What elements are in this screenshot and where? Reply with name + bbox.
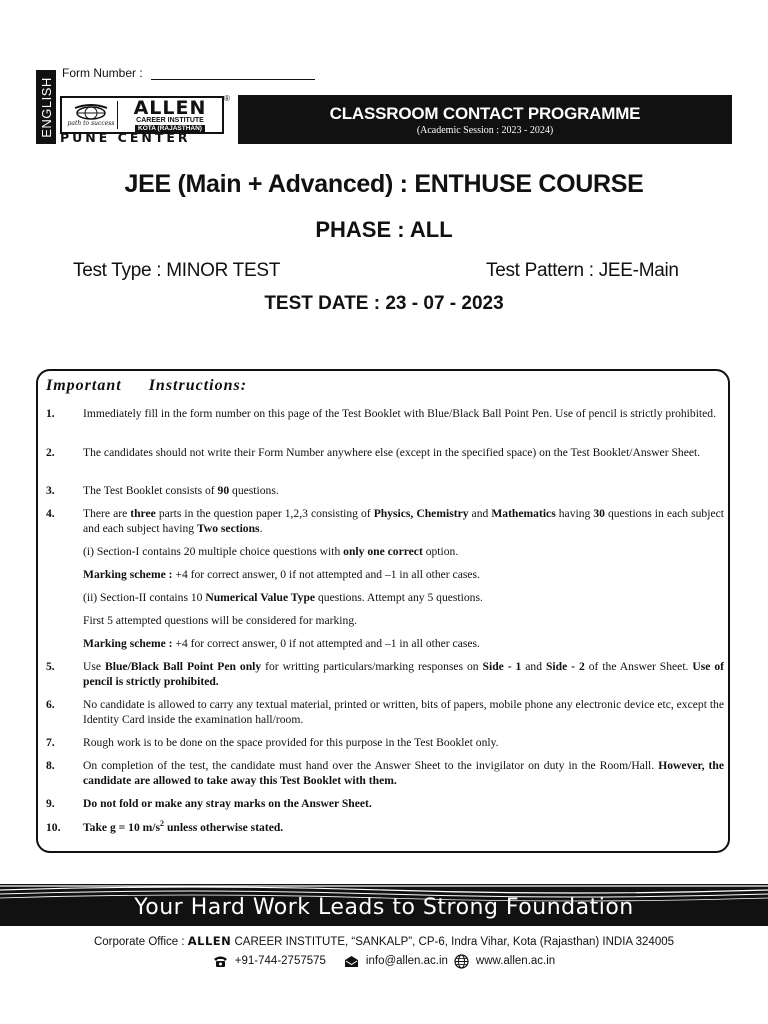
academic-session: (Academic Session : 2023 - 2024) [416,125,554,136]
instruction-subitem: First 5 attempted questions will be considered for marking. [83,614,358,627]
center-name: PUNE CENTER [60,130,191,145]
instruction-item: 9. Do not fold or make any stray marks on the Answer Sheet. [46,797,372,810]
logo-emblem [65,101,118,129]
corporate-brand: ALLEN [187,934,232,948]
instruction-subitem: Marking scheme : +4 for correct answer, 0 if not attempted and –1 in all other cases. [83,637,480,650]
logo-location: KOTA (RAJASTHAN) [135,125,205,132]
instruction-subitem: (ii) Section-II contains 10 Numerical Value Type questions. Attempt any 5 questions. [83,591,483,604]
instruction-item: 4. There are three parts in the question paper 1,2,3 consisting of Physics, Chemistry and Mathematics having 30 questions in each subject and each subject having Two sections. [46,507,724,535]
course-title: JEE (Main + Advanced) : ENTHUSE COURSE [124,170,644,198]
instruction-subitem: Marking scheme : +4 for correct answer, 0 if not attempted and –1 in all other cases. [83,568,480,581]
logo-institute: CAREER INSTITUTE [136,116,204,124]
form-number-blank[interactable] [151,67,315,80]
test-pattern: Test Pattern : JEE-Main [486,260,679,281]
language-label: ENGLISH [36,70,56,144]
phone-number[interactable]: +91-744-2757575 [234,955,326,967]
form-number-label: Form Number : [62,66,143,80]
instruction-subitem: (i) Section-I contains 20 multiple choice questions with only one correct option. [83,545,459,558]
instruction-item: 6. No candidate is allowed to carry any textual material, printed or written, bits of papers, mobile phone any electronic device etc, except the Identity Card inside the examination hall/room. [46,698,724,726]
instruction-item: 2. The candidates should not write their Form Number anywhere else (except in the specified space) on the Test Booklet/Answer Sheet. [46,446,701,459]
instruction-item: 5. Use Blue/Black Ball Point Pen only for writting particulars/marking responses on Side - 1 and Side - 2 of the Answer Sheet. Use of pencil is strictly prohibited. [46,660,725,688]
registered-mark: ® [224,94,230,103]
programme-banner [238,95,732,144]
corporate-prefix: Corporate Office : [93,936,185,948]
programme-title: CLASSROOM CONTACT PROGRAMME [329,104,641,123]
logo-brand: ALLEN [133,96,207,119]
instruction-item: 1. Immediately fill in the form number on this page of the Test Booklet with Blue/Black Ball Point Pen. Use of pencil is strictly prohibited. [46,407,716,420]
phase-label: PHASE : ALL [315,217,453,242]
instruction-item: 7. Rough work is to be done on the space provided for this purpose in the Test Booklet only. [46,736,499,749]
allen-logo [60,96,224,134]
instruction-item: 3. The Test Booklet consists of 90 questions. [46,484,279,497]
instructions-heading: Important Instructions: [46,377,248,394]
form-number-field[interactable] [62,66,315,80]
web-icon [454,953,470,969]
email-icon [344,953,360,969]
corporate-address: CAREER INSTITUTE, “SANKALP”, CP-6, Indra Vihar, Kota (Rajasthan) INDIA 324005 [234,936,675,948]
test-type: Test Type : MINOR TEST [73,260,281,281]
website-link[interactable]: www.allen.ac.in [475,955,556,967]
logo-tagline: path to success [67,119,115,127]
instruction-item: 10. Take g = 10 $m/s^2$ unless otherwise stated. [46,819,284,834]
contact-info [0,953,768,969]
phone-icon [213,953,229,969]
motto-text: Your Hard Work Leads to Strong Foundation [134,895,634,920]
test-date: TEST DATE : 23 - 07 - 2023 [264,293,504,314]
email-link[interactable]: info@allen.ac.in [365,955,448,967]
corporate-office [0,934,768,948]
globe-icon [71,104,111,120]
instruction-item: 8. On completion of the test, the candidate must hand over the Answer Sheet to the invigilator on duty in the Room/Hall. However, the candidate are allowed to take away this Test Booklet with them. [46,759,725,787]
